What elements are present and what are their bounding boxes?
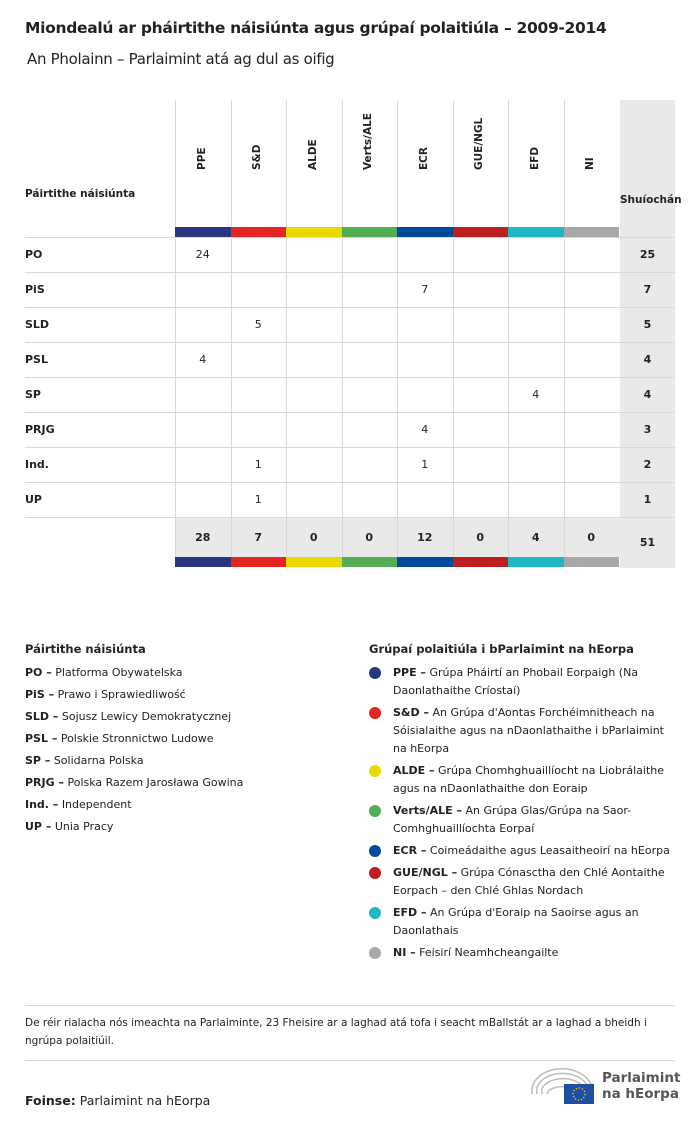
legend-item [369, 762, 679, 798]
legend-abbr: NI – [393, 946, 416, 959]
column-divider [175, 100, 176, 557]
group-color-bar [231, 557, 287, 567]
party-SLD: SLD [25, 318, 50, 331]
source-text: Parlaimint na hEorpa [79, 1093, 211, 1108]
row-total: 4 [643, 388, 652, 401]
legend-name: Solidarna Polska [53, 754, 144, 767]
seat-count: 7 [421, 283, 429, 296]
party-PO: PO [25, 248, 43, 261]
legend-item [25, 686, 345, 704]
column-divider [397, 100, 398, 557]
group-total: 0 [476, 531, 485, 544]
group-color-bar [397, 227, 453, 237]
color-dot-icon [369, 845, 381, 857]
group-color-bar [564, 227, 620, 237]
group-color-bar [397, 557, 453, 567]
legend-name: Coimeádaithe agus Leasaitheoirí na hEorpa [429, 844, 670, 857]
row-total: 3 [643, 423, 652, 436]
seat-count: 1 [421, 458, 429, 471]
legend-name: Grúpa Chomhghuaillíocht na Liobrálaithe agus na nDaonlathaithe don Eoraip [393, 764, 665, 795]
color-dot-icon [369, 867, 381, 879]
row-divider [25, 447, 675, 448]
row-divider [25, 237, 675, 238]
color-dot-icon [369, 907, 381, 919]
legend-title: Grúpaí polaitiúla i bParlaimint na hEorpa [369, 642, 634, 656]
legend-item [369, 704, 679, 758]
group-color-bar [564, 557, 620, 567]
group-total: 0 [365, 531, 374, 544]
party-PRJG: PRJG [25, 423, 55, 436]
column-divider [508, 100, 509, 557]
group-total: 12 [417, 531, 433, 544]
legend-item [369, 904, 679, 940]
party-Ind.: Ind. [25, 458, 49, 471]
party-PSL: PSL [25, 353, 48, 366]
legend-name: Grúpa Cónasctha den Chlé Aontaithe Eorpach – den Chlé Ghlas Nordach [393, 866, 665, 897]
page-title: Miondealú ar pháirtithe náisiúnta agus grúpaí polaitiúla – 2009-2014 [25, 19, 607, 37]
legend-abbr: SP – [25, 754, 51, 767]
group-header-5: GUE/NGL [473, 117, 486, 170]
group-color-bar [286, 557, 342, 567]
legend-title: Páirtithe náisiúnta [25, 642, 146, 656]
seat-count: 5 [254, 318, 262, 331]
seats-table [25, 100, 682, 568]
seat-count: 4 [199, 353, 207, 366]
group-color-bar [286, 227, 342, 237]
seat-count: 4 [421, 423, 429, 436]
legend-national-parties [25, 642, 345, 840]
column-divider [453, 100, 454, 557]
party-PiS: PiS [25, 283, 45, 296]
group-total: 7 [254, 531, 263, 544]
legend-abbr: UP – [25, 820, 52, 833]
legend-item [25, 664, 345, 682]
row-divider [25, 377, 675, 378]
legend-name: An Grúpa d'Aontas Forchéimnitheach na Sóisialaithe agus na nDaonlathaithe i bParlaimint na hEorpa [393, 706, 664, 755]
legend-abbr: PiS – [25, 688, 55, 701]
column-divider [286, 100, 287, 557]
color-dot-icon [369, 947, 381, 959]
legend-name: Independent [61, 798, 132, 811]
group-total: 28 [195, 531, 211, 544]
group-color-bar [453, 227, 509, 237]
color-dot-icon [369, 805, 381, 817]
group-color-bar [175, 557, 231, 567]
legend-abbr: PSL – [25, 732, 58, 745]
group-header-6: EFD [528, 146, 541, 170]
row-total: 4 [643, 353, 652, 366]
row-divider [25, 342, 675, 343]
legend-item [25, 708, 345, 726]
legend-abbr: PO – [25, 666, 52, 679]
legend-item [369, 802, 679, 838]
legend-name: Polskie Stronnictwo Ludowe [60, 732, 214, 745]
ep-logo [530, 1068, 682, 1104]
party-UP: UP [25, 493, 42, 506]
group-header-1: S&D [251, 144, 264, 170]
legend-name: An Grúpa d'Eoraip na Saoirse agus an Daonlathais [393, 906, 639, 937]
parliament-hemicycle-icon [530, 1068, 594, 1104]
row-total: 1 [643, 493, 652, 506]
row-total: 5 [643, 318, 652, 331]
group-color-bar [342, 557, 398, 567]
column-divider [342, 100, 343, 557]
group-header-7: NI [584, 157, 597, 170]
legend-name: An Grúpa Glas/Grúpa na Saor-Comhghuaillíochta Eorpaí [393, 804, 632, 835]
legend-name: Feisirí Neamhcheangailte [419, 946, 559, 959]
party-header: Páirtithe náisiúnta [25, 188, 136, 200]
group-total: 4 [531, 531, 540, 544]
row-total: 25 [639, 248, 656, 261]
group-header-0: PPE [195, 147, 208, 170]
legend-abbr: PRJG – [25, 776, 64, 789]
legend-item [25, 730, 345, 748]
legend-item [369, 944, 679, 962]
group-total: 0 [309, 531, 318, 544]
row-divider [25, 412, 675, 413]
color-dot-icon [369, 667, 381, 679]
total-header: Shuíochán [620, 194, 682, 206]
legend-abbr: Ind. – [25, 798, 59, 811]
row-divider [25, 272, 675, 273]
source [25, 1093, 210, 1108]
group-color-bar [175, 227, 231, 237]
color-dot-icon [369, 707, 381, 719]
grand-total: 51 [639, 536, 656, 549]
row-divider [25, 482, 675, 483]
page-subtitle: An Pholainn – Parlaimint atá ag dul as oifig [27, 50, 335, 68]
legend-abbr: ECR – [393, 844, 427, 857]
group-total: 0 [587, 531, 596, 544]
seat-count: 1 [254, 493, 262, 506]
legend-name: Polska Razem Jarosława Gowina [67, 776, 244, 789]
row-total: 7 [643, 283, 652, 296]
group-header-4: ECR [417, 147, 430, 170]
legend-name: Platforma Obywatelska [55, 666, 183, 679]
source-label: Foinse: [25, 1093, 76, 1108]
legend-name: Prawo i Sprawiedliwość [57, 688, 186, 701]
group-color-bar [508, 227, 564, 237]
legend-name: Unia Pracy [54, 820, 114, 833]
group-color-bar [231, 227, 287, 237]
legend-abbr: PPE – [393, 666, 426, 679]
row-total: 2 [643, 458, 652, 471]
legend-item [25, 818, 345, 836]
legend-abbr: Verts/ALE – [393, 804, 462, 817]
row-divider [25, 517, 675, 518]
group-header-3: Verts/ALE [362, 113, 375, 170]
row-divider [25, 307, 675, 308]
legend-item [369, 842, 679, 860]
column-divider [564, 100, 565, 557]
party-SP: SP [25, 388, 41, 401]
group-color-bar [342, 227, 398, 237]
group-header-2: ALDE [306, 139, 319, 170]
legend-abbr: SLD – [25, 710, 59, 723]
legend-abbr: EFD – [393, 906, 427, 919]
legend-abbr: S&D – [393, 706, 429, 719]
legend-item [25, 752, 345, 770]
legend-abbr: GUE/NGL – [393, 866, 458, 879]
legend-abbr: ALDE – [393, 764, 435, 777]
legend-item [25, 796, 345, 814]
seat-count: 1 [254, 458, 262, 471]
legend-name: Grúpa Pháirtí an Phobail Eorpaigh (Na Daonlathaithe Críostaí) [393, 666, 639, 697]
legend-item [25, 774, 345, 792]
color-dot-icon [369, 765, 381, 777]
legend-name: Sojusz Lewicy Demokratycznej [61, 710, 232, 723]
footnote: De réir rialacha nós imeachta na Parlaiminte, 23 Fheisire ar a laghad atá tofa i seacht mBallstát ar a laghad a bheidh i ngrúpa polaitiúil. [25, 1005, 675, 1061]
seat-count: 4 [532, 388, 540, 401]
legend-item [369, 864, 679, 900]
logo-text: Parlaimint na hEorpa [602, 1070, 681, 1102]
seat-count: 24 [195, 248, 210, 261]
group-color-bar [453, 557, 509, 567]
group-color-bar [508, 557, 564, 567]
legend-political-groups [369, 642, 679, 966]
legend-item [369, 664, 679, 700]
